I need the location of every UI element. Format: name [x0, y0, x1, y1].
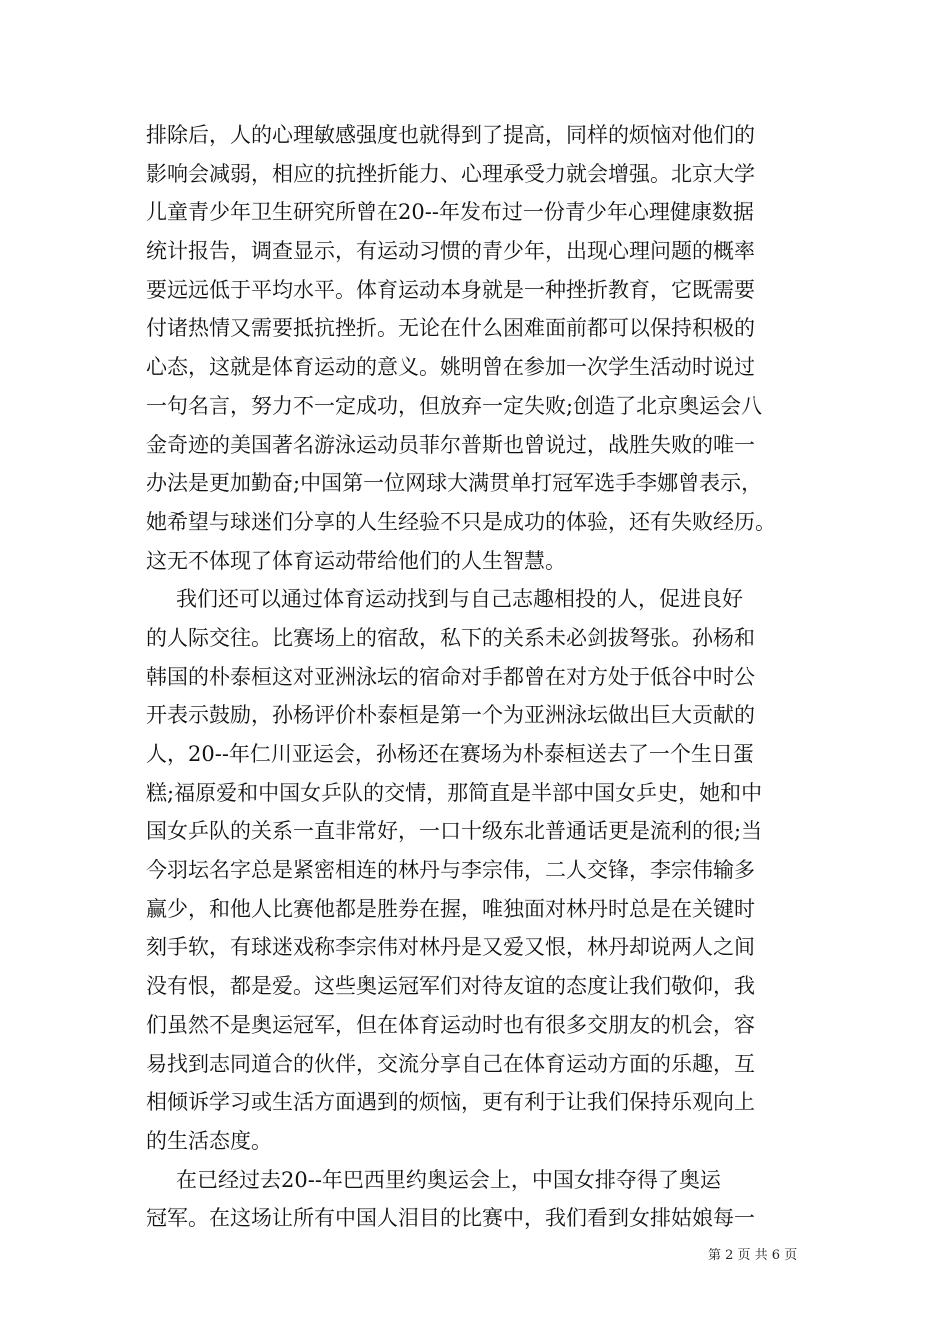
text-line: 的人际交往。比赛场上的宿敌，私下的关系未必剑拔弩张。孙杨和: [146, 625, 755, 650]
text-line: 冠军。在这场让所有中国人泪目的比赛中，我们看到女排姑娘每一: [146, 1206, 755, 1231]
page-number-footer: 第 2 页 共 6 页: [708, 1248, 798, 1263]
text-line: 要远远低于平均水平。体育运动本身就是一种挫折教育，它既需要: [146, 277, 755, 302]
text-line: 今羽坛名字总是紧密相连的林丹与李宗伟，二人交锋，李宗伟输多: [146, 858, 755, 883]
paragraph-first-line: 在已经过去20--年巴西里约奥运会上，中国女排夺得了奥运: [176, 1167, 721, 1192]
text-line: 易找到志同道合的伙伴，交流分享自己在体育运动方面的乐趣，互: [146, 1051, 755, 1076]
text-line: 这无不体现了体育运动带给他们的人生智慧。: [146, 548, 566, 573]
text-line: 没有恨，都是爱。这些奥运冠军们对待友谊的态度让我们敬仰，我: [146, 974, 755, 999]
text-line: 付诸热情又需要抵抗挫折。无论在什么困难面前都可以保持积极的: [146, 316, 755, 341]
document-body: [146, 116, 816, 1238]
text-line: 国女乒队的关系一直非常好，一口十级东北普通话更是流利的很;当: [146, 819, 763, 844]
text-line: 影响会减弱，相应的抗挫折能力、心理承受力就会增强。北京大学: [146, 161, 755, 186]
text-line: 们虽然不是奥运冠军，但在体育运动时也有很多交朋友的机会，容: [146, 1012, 755, 1037]
text-line: 金奇迹的美国著名游泳运动员菲尔普斯也曾说过，战胜失败的唯一: [146, 432, 755, 457]
text-line: 办法是更加勤奋;中国第一位网球大满贯单打冠军选手李娜曾表示，: [146, 471, 763, 496]
text-line: 的生活态度。: [146, 1128, 272, 1153]
text-line: 相倾诉学习或生活方面遇到的烦恼，更有利于让我们保持乐观向上: [146, 1090, 755, 1115]
text-line: 儿童青少年卫生研究所曾在20--年发布过一份青少年心理健康数据: [146, 200, 754, 225]
text-line: 排除后，人的心理敏感强度也就得到了提高，同样的烦恼对他们的: [146, 123, 755, 147]
text-line: 她希望与球迷们分享的人生经验不只是成功的体验，还有失败经历。: [146, 509, 776, 534]
text-line: 统计报告，调查显示，有运动习惯的青少年，出现心理问题的概率: [146, 239, 755, 264]
text-line: 人，20--年仁川亚运会，孙杨还在赛场为朴泰桓送去了一个生日蛋: [146, 742, 754, 766]
text-line: 赢少，和他人比赛他都是胜券在握，唯独面对林丹时总是在关键时: [146, 896, 755, 921]
text-line: 韩国的朴泰桓这对亚洲泳坛的宿命对手都曾在对方处于低谷中时公: [146, 664, 755, 689]
text-line: 心态，这就是体育运动的意义。姚明曾在参加一次学生活动时说过: [146, 355, 755, 380]
text-line: 糕;福原爱和中国女乒队的交情，那简直是半部中国女乒史，她和中: [146, 780, 763, 805]
text-line: 开表示鼓励，孙杨评价朴泰桓是第一个为亚洲泳坛做出巨大贡献的: [146, 703, 755, 728]
text-line: 刻手软，有球迷戏称李宗伟对林丹是又爱又恨，林丹却说两人之间: [146, 935, 755, 960]
text-line: 一句名言，努力不一定成功，但放弃一定失败;创造了北京奥运会八: [146, 393, 763, 418]
paragraph-first-line: 我们还可以通过体育运动找到与自己志趣相投的人，促进良好: [176, 587, 743, 612]
